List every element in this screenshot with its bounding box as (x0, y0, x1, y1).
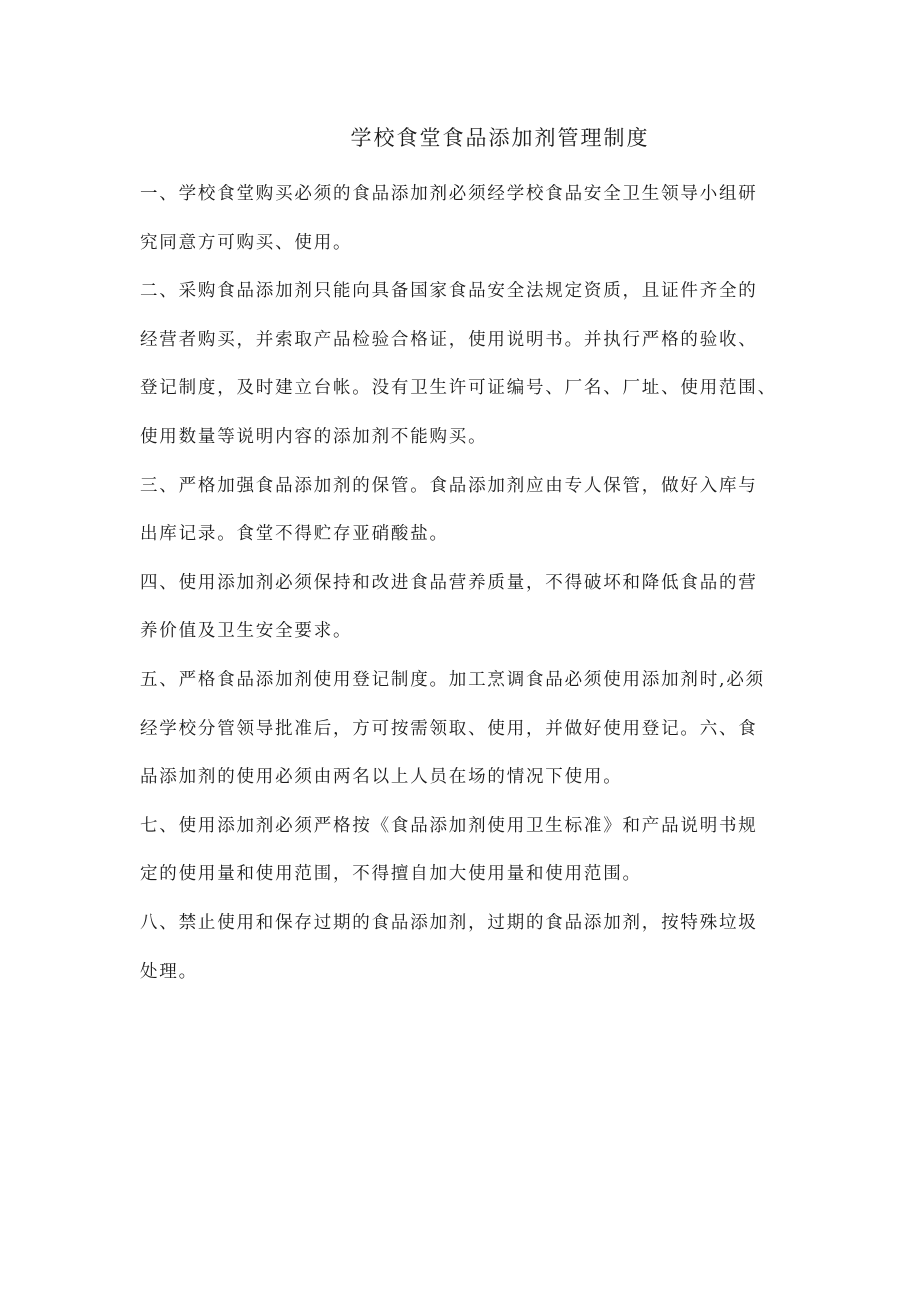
text-line: 一、学校食堂购买必须的食品添加剂必须经学校食品安全卫生领导小组研 (140, 184, 758, 204)
paragraph-2 (140, 267, 800, 461)
text-line: 登记制度，及时建立台帐。没有卫生许可证编号、厂名、厂址、使用范围、 (140, 378, 777, 399)
text-line: 经营者购买，并索取产品检验合格证，使用说明书。并执行严格的验收、 (140, 329, 758, 350)
text-line: 二、采购食品添加剂只能向具备国家食品安全法规定资质，且证件齐全的 (140, 281, 758, 302)
paragraph-3 (140, 462, 800, 559)
text-line: 究同意方可购买、使用。 (140, 232, 353, 253)
paragraph-1 (140, 170, 800, 267)
text-line: 定的使用量和使用范围，不得擅自加大使用量和使用范围。 (140, 864, 642, 885)
text-line: 品添加剂的使用必须由两名以上人员在场的情况下使用。 (140, 767, 623, 788)
text-line: 养价值及卫生安全要求。 (140, 621, 353, 642)
paragraph-6 (140, 802, 800, 899)
document-title: 学校食堂食品添加剂管理制度 (350, 126, 650, 150)
paragraph-4 (140, 559, 800, 656)
text-line: 五、严格食品添加剂使用登记制度。加工烹调食品必须使用添加剂时,必须 (140, 669, 765, 690)
text-line: 使用数量等说明内容的添加剂不能购买。 (140, 426, 488, 447)
paragraph-5 (140, 656, 800, 802)
text-line: 八、禁止使用和保存过期的食品添加剂，过期的食品添加剂，按特殊垃圾 (140, 912, 758, 933)
text-line: 经学校分管领导批准后，方可按需领取、使用，并做好使用登记。六、食 (140, 718, 758, 739)
text-line: 处理。 (140, 961, 198, 982)
text-line: 出库记录。食堂不得贮存亚硝酸盐。 (140, 524, 449, 545)
document-body (140, 170, 800, 996)
text-line: 四、使用添加剂必须保持和改进食品营养质量，不得破坏和降低食品的营 (140, 572, 758, 593)
text-line: 三、严格加强食品添加剂的保管。食品添加剂应由专人保管，做好入库与 (140, 475, 758, 496)
paragraph-7 (140, 899, 800, 996)
text-line: 七、使用添加剂必须严格按《食品添加剂使用卫生标准》和产品说明书规 (140, 815, 758, 836)
